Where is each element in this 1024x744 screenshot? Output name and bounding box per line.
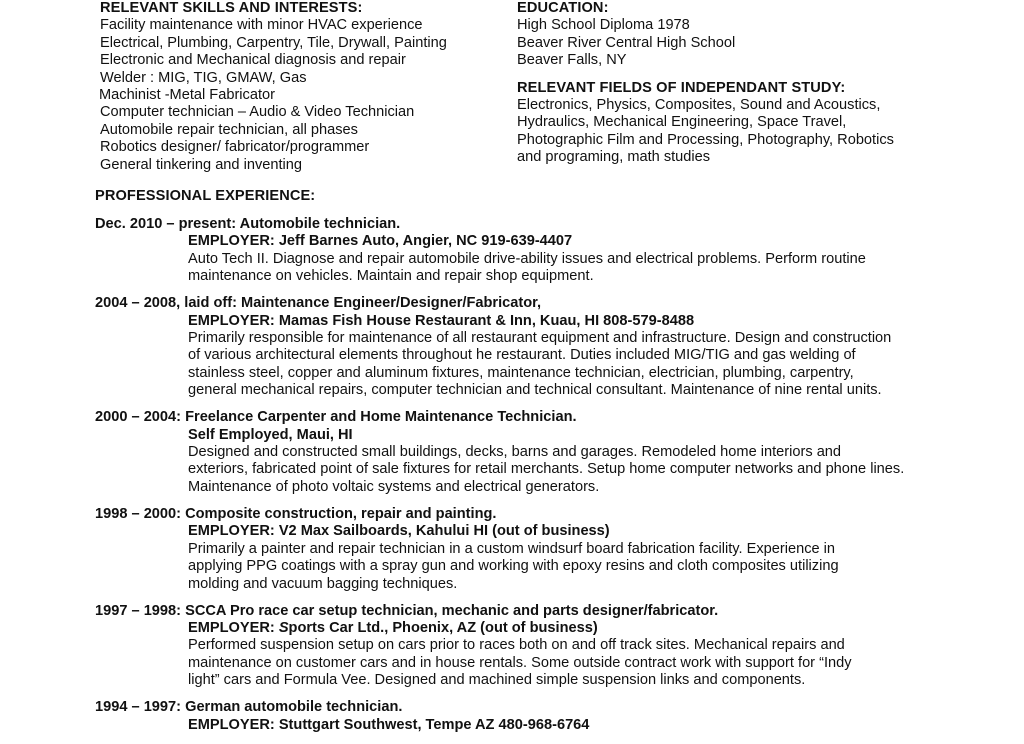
job-description-line: Performed suspension setup on cars prior to races both on and off track sites. Mechanical repairs and <box>188 637 845 654</box>
skill-item: Computer technician – Audio & Video Technician <box>100 104 415 121</box>
skill-item: Welder : MIG, TIG, GMAW, Gas <box>100 69 307 86</box>
study-line: Hydraulics, Mechanical Engineering, Space Travel, <box>517 114 847 131</box>
job-role: German automobile technician. <box>185 699 403 716</box>
employer-name: Jeff Barnes Auto, Angier, NC 919-639-4407 <box>278 233 573 250</box>
job-entry <box>95 295 955 399</box>
job-entry <box>95 409 955 496</box>
job-body <box>188 523 955 593</box>
employer-name-initial: S <box>278 619 289 636</box>
job-body <box>188 620 955 690</box>
study-line: Photographic Film and Processing, Photography, Robotics <box>517 131 894 148</box>
job-header <box>95 699 955 716</box>
job-dates: Dec. 2010 – present: <box>95 216 237 232</box>
skill-item: Automobile repair technician, all phases <box>100 121 358 138</box>
job-entry <box>95 603 955 690</box>
job-description-line: Primarily a painter and repair technician in a custom windsurf board fabrication facility. Experience in <box>188 540 836 557</box>
job-description-line: Primarily responsible for maintenance of all restaurant equipment and infrastructure. Design and construction <box>188 330 892 347</box>
employer-label: EMPLOYER: <box>188 716 279 733</box>
skills-section <box>100 0 500 174</box>
skill-item: Robotics designer/ fabricator/programmer <box>100 139 370 156</box>
job-description-line: maintenance on customer cars and in house rentals. Some outside contract work with support for “Indy <box>188 654 852 671</box>
employer-label: EMPLOYER: <box>188 619 279 636</box>
job-body <box>188 233 955 285</box>
job-body <box>188 427 955 497</box>
job-description-line: Auto Tech II. Diagnose and repair automobile drive-ability issues and electrical problems. Perform routine <box>188 250 866 267</box>
study-line: and programing, math studies <box>517 149 711 166</box>
job-description-line: applying PPG coatings with a spray gun and working with epoxy resins and cloth composites utilizing <box>188 558 839 575</box>
skill-item: General tinkering and inventing <box>100 156 303 173</box>
experience-heading: PROFESSIONAL EXPERIENCE: <box>95 188 316 204</box>
job-dates: 2000 – 2004: <box>95 409 182 426</box>
employer-name: Self Employed, Maui, HI <box>188 426 353 443</box>
job-description-line: molding and vacuum bagging techniques. <box>188 575 458 592</box>
employer-label: EMPLOYER: <box>188 523 279 540</box>
experience-list <box>95 216 955 744</box>
job-description-line: Designed and constructed small buildings, decks, barns and garages. Remodeled home interiors and <box>188 444 842 461</box>
education-item: Beaver River Central High School <box>517 34 736 51</box>
job-role: Maintenance Engineer/Designer/Fabricator, <box>241 295 542 312</box>
employer-name: Mamas Fish House Restaurant & Inn, Kuau, HI 808-579-8488 <box>278 312 695 329</box>
job-header <box>95 409 955 426</box>
job-entry <box>95 216 955 286</box>
study-heading: RELEVANT FIELDS OF INDEPENDANT STUDY: <box>517 79 846 96</box>
job-role: Automobile technician. <box>239 216 401 232</box>
job-description-line: of various architectural elements throughout he restaurant. Duties included MIG/TIG and gas welding of <box>188 347 856 364</box>
job-employer <box>188 313 955 330</box>
job-dates: 2004 – 2008, laid off: <box>95 295 237 312</box>
skill-item: Electrical, Plumbing, Carpentry, Tile, Drywall, Painting <box>100 34 447 51</box>
job-employer <box>188 233 955 250</box>
job-employer <box>188 620 955 637</box>
job-body <box>188 717 955 734</box>
education-heading: EDUCATION: <box>517 0 609 16</box>
job-entry <box>95 699 955 734</box>
education-section <box>517 0 977 167</box>
job-header <box>95 603 955 620</box>
employer-label: EMPLOYER: <box>188 233 279 250</box>
job-dates: 1994 – 1997: <box>95 699 182 716</box>
job-role: Freelance Carpenter and Home Maintenance Technician. <box>185 409 577 426</box>
job-description-line: general mechanical repairs, computer technician and technical consultant. Maintenance of nine rental units. <box>188 382 882 399</box>
skill-item: Machinist -Metal Fabricator <box>99 87 275 104</box>
job-description-line: light” cars and Formula Vee. Designed and machined simple suspension links and components. <box>188 672 806 689</box>
job-dates: 1997 – 1998: <box>95 602 182 619</box>
study-line: Electronics, Physics, Composites, Sound and Acoustics, <box>517 97 881 114</box>
skill-item: Electronic and Mechanical diagnosis and repair <box>100 52 406 69</box>
job-header <box>95 216 955 233</box>
education-item: Beaver Falls, NY <box>517 52 627 69</box>
employer-label: EMPLOYER: <box>188 312 279 329</box>
job-description-line: Maintenance of photo voltaic systems and electrical generators. <box>188 478 600 495</box>
job-header <box>95 506 955 523</box>
employer-name: Stuttgart Southwest, Tempe AZ 480-968-6764 <box>278 716 590 733</box>
job-role: SCCA Pro race car setup technician, mechanic and parts designer/fabricator. <box>185 602 719 619</box>
job-description-line: exteriors, fabricated point of sale fixtures for retail merchants. Setup home computer networks and phone lines. <box>188 461 905 478</box>
education-item: High School Diploma 1978 <box>517 17 690 34</box>
job-employer <box>188 523 955 540</box>
job-dates: 1998 – 2000: <box>95 505 182 522</box>
job-description-line: stainless steel, copper and aluminum fixtures, maintenance technician, electrician, plumbing, carpentry, <box>188 364 854 381</box>
job-header <box>95 295 955 312</box>
job-role: Composite construction, repair and painting. <box>185 505 497 522</box>
job-employer <box>188 717 955 734</box>
skills-heading: RELEVANT SKILLS AND INTERESTS: <box>100 0 363 16</box>
job-entry <box>95 506 955 593</box>
job-description-line: maintenance on vehicles. Maintain and repair shop equipment. <box>188 268 594 285</box>
employer-name: ports Car Ltd., Phoenix, AZ (out of business) <box>288 619 598 636</box>
employer-name: V2 Max Sailboards, Kahului HI (out of business) <box>278 523 610 540</box>
skill-item: Facility maintenance with minor HVAC experience <box>100 17 423 34</box>
job-employer <box>188 427 955 444</box>
job-body <box>188 313 955 400</box>
